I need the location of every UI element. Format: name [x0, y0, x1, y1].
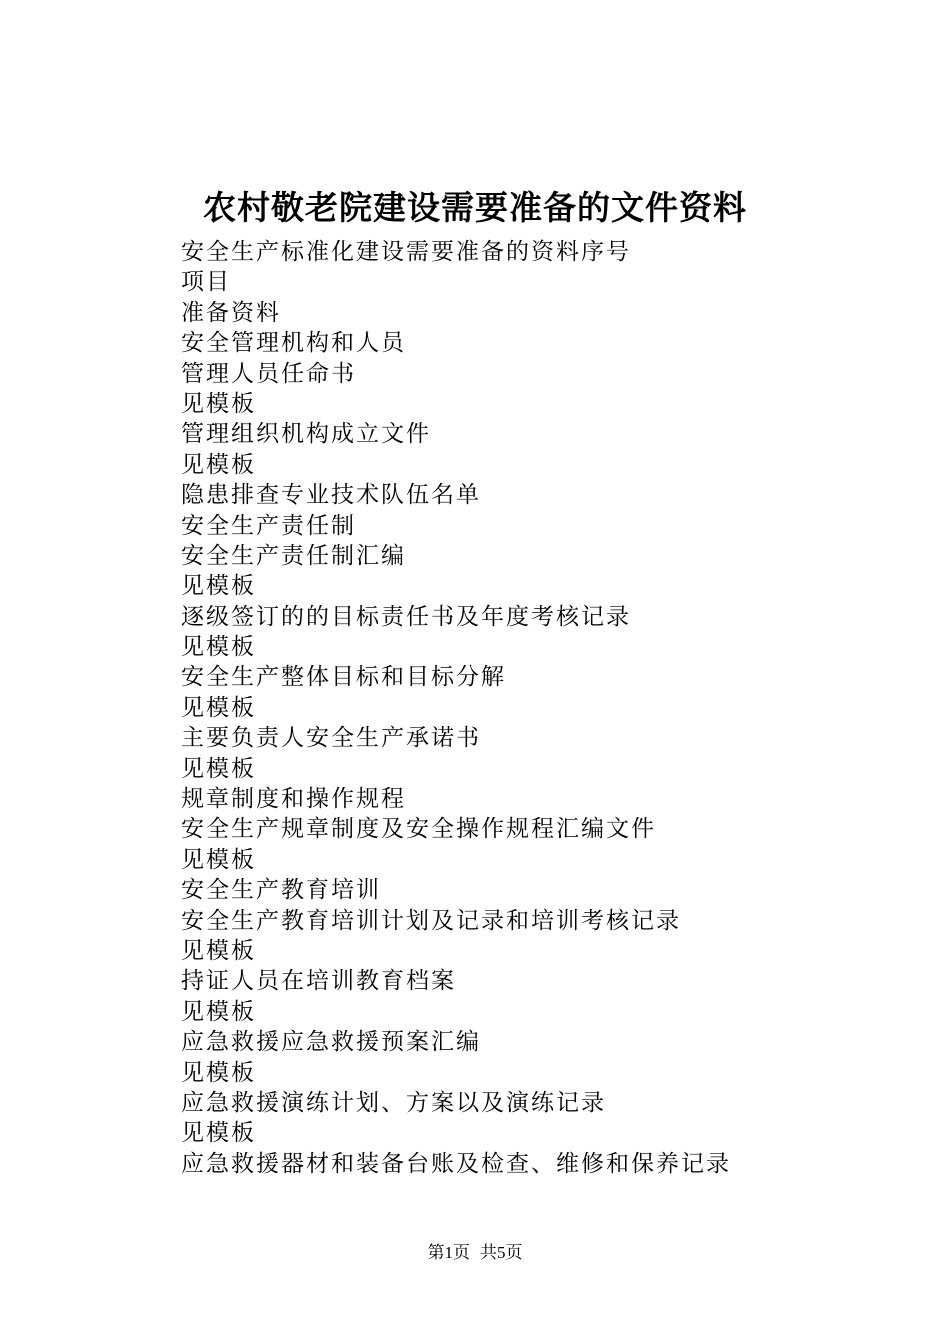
document-line: 管理人员任命书	[181, 360, 356, 387]
document-line: 安全生产标准化建设需要准备的资料序号	[181, 239, 631, 265]
document-line: 持证人员在培训教育档案	[181, 968, 456, 995]
document-line: 见模板	[181, 755, 256, 782]
document-line: 见模板	[181, 694, 256, 721]
document-line: 管理组织机构成立文件	[181, 421, 431, 448]
page-number: 第1页	[427, 1243, 470, 1262]
document-line: 见模板	[181, 846, 256, 873]
document-line: 见模板	[181, 1120, 256, 1147]
document-line: 安全生产责任制汇编	[181, 542, 406, 569]
document-line: 应急救援演练计划、方案以及演练记录	[181, 1089, 606, 1116]
document-line: 见模板	[181, 1059, 256, 1086]
document-line: 主要负责人安全生产承诺书	[181, 725, 481, 752]
document-line: 安全管理机构和人员	[181, 330, 406, 357]
document-body	[181, 237, 881, 1179]
document-line: 逐级签订的的目标责任书及年度考核记录	[181, 603, 631, 630]
document-line: 准备资料	[181, 299, 281, 326]
page-total: 共5页	[480, 1243, 523, 1262]
document-line: 安全生产教育培训	[181, 877, 381, 904]
document-line: 见模板	[181, 634, 256, 661]
document-line: 安全生产规章制度及安全操作规程汇编文件	[181, 816, 656, 843]
document-line: 安全生产责任制	[181, 512, 356, 539]
document-line: 隐患排查专业技术队伍名单	[181, 482, 481, 509]
document-line: 应急救援器材和装备台账及检查、维修和保养记录	[181, 1150, 731, 1177]
document-line: 规章制度和操作规程	[181, 786, 406, 813]
document-line: 见模板	[181, 573, 256, 600]
document-line: 安全生产整体目标和目标分解	[181, 664, 506, 691]
document-line: 项目	[181, 269, 231, 296]
document-title: 农村敬老院建设需要准备的文件资料	[203, 188, 747, 227]
page-footer	[0, 1241, 950, 1265]
document-line: 应急救援应急救援预案汇编	[181, 1029, 481, 1056]
document-line: 见模板	[181, 937, 256, 964]
document-line: 见模板	[181, 390, 256, 417]
document-line: 安全生产教育培训计划及记录和培训考核记录	[181, 907, 681, 934]
document-line: 见模板	[181, 451, 256, 478]
document-line: 见模板	[181, 998, 256, 1025]
